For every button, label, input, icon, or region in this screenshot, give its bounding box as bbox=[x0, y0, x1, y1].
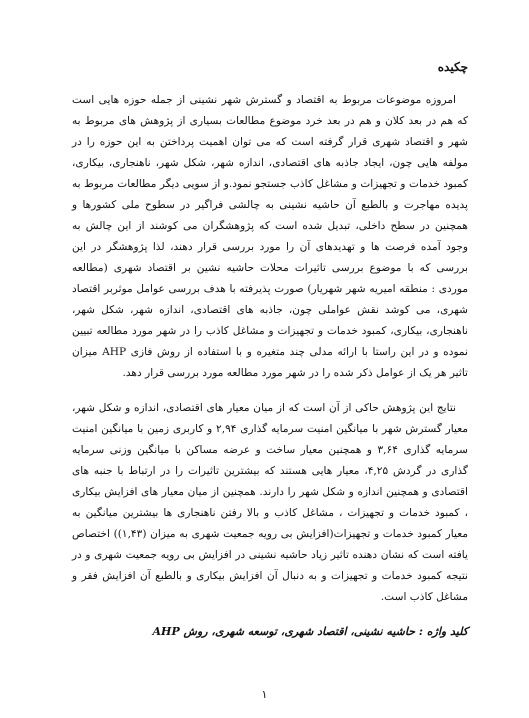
keywords-text: حاشیه نشینی، اقتصاد شهری، توسعه شهری، روش AHP bbox=[152, 625, 416, 638]
abstract-heading: چکیده bbox=[437, 60, 468, 74]
abstract-paragraph-2: نتایج این پژوهش حاکی از آن است که از میان معیار های اقتصادی، اندازه و شکل شهر، معیار گسترش شهر با میانگین امنیت سرمایه گذاری ۲,۹۴ و کاربری زمین با میانگین امنیت سرمایه گذاری ۳,۶۴ و همچنین معیار ساخت و عرضه مساکن با میانگین وزنی سرمایه گذاری در گردش ۴,۲۵، معیار هایی هستند که بیشترین تاثیرات را در ارتباط با جنبه های اقتصادی و همچنین اندازه و شکل شهر را دارند. همچنین از میان معیار های افزایش بیکاری ، کمبود خدمات و تجهیزات ، مشاغل کاذب و بالا رفتن ناهنجاری ها بیشترین میانگین به معیار کمبود خدمات و تجهیزات(افزایش بی رویه جمعیت شهری به میزان (۱,۴۳)) اختصاص یافته است که نشان دهنده تاثیر زیاد حاشیه نشینی در افزایش بی رویه جمعیت شهری و در نتیجه کمبود خدمات و تجهیزات و به دنبال آن افزایش بیکاری و بالطبع آن افزایش فقر و مشاغل کاذب است. bbox=[72, 402, 469, 603]
page-number: ۱ bbox=[261, 688, 268, 701]
abstract-section bbox=[72, 60, 468, 642]
abstract-paragraph-1: امروزه موضوعات مربوط به اقتصاد و گسترش شهر نشینی از جمله حوزه هایی است که هم در بعد کلان و هم در بعد خرد موضوع مطالعات بسیاری از پژوهش های مربوط به شهر و اقتصاد شهری قرار گرفته است که می توان اهمیت پرداختن به این حوزه را در مولفه هایی چون، ایجاد جاذبه های اقتصادی، اندازه شهر، شکل شهر، ناهنجاری، بیکاری، کمبود خدمات و تجهیزات و مشاغل کاذب جستجو نمود.و از سویی دیگر مطالعات مربوط به پدیده مهاجرت و بالطبع آن حاشیه نشینی به چالشی فراگیر در سطوح ملی کشورها و همچنین در سطح داخلی، تبدیل شده است که پژوهشگران می کوشند از این چالش به وجود آمده فرصت ها و تهدیدهای آن را مورد بررسی قرار دهند، لذا پژوهشگر در این بررسی که با موضوع بررسی تاثیرات محلات حاشیه نشین بر اقتصاد شهری (مطالعه موردی : منطقه امیریه شهر شهریار) صورت پذیرفته با هدف بررسی عوامل موثربر اقتصاد شهری، می کوشد نقش عواملی چون، جاذبه های اقتصادی، اندازه شهر، شکل شهر، ناهنجاری، بیکاری، کمبود خدمات و تجهیزات و مشاغل کاذب را در شهر مورد مطالعه تبیین نموده و در این راستا با ارائه مدلی چند متغیره و با استفاده از روش فازی AHP میزان تاثیر هر یک از عوامل ذکر شده را در شهر مورد مطالعه مورد بررسی قرار دهد. bbox=[72, 94, 468, 379]
keywords-label: کلید واژه : bbox=[418, 625, 468, 638]
keywords-line bbox=[72, 622, 468, 642]
